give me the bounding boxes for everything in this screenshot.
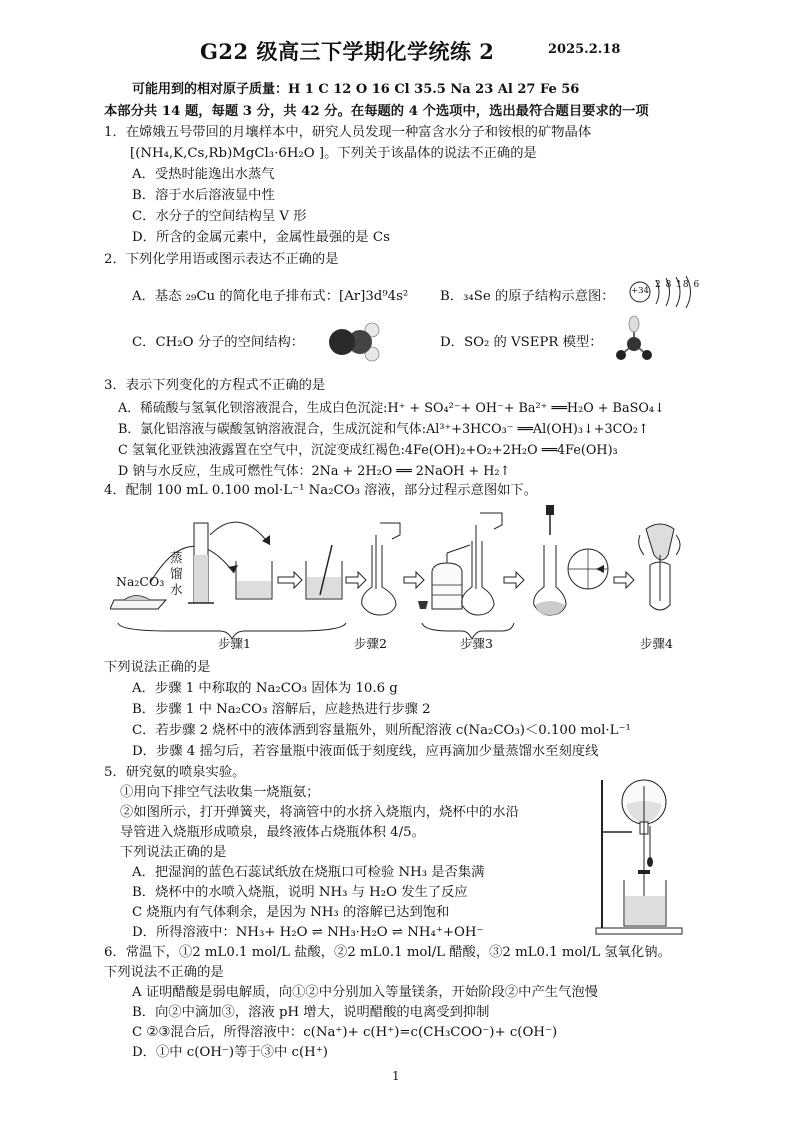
q4-option-b: B．步骤 1 中 Na₂CO₃ 溶解后，应趁热进行步骤 2 (132, 702, 431, 717)
q6-option-a: A 证明醋酸是弱电解质，向①②中分别加入等量镁条，开始阶段②中产生气泡慢 (132, 985, 598, 1000)
q4-option-c: C．若步骤 2 烧杯中的液体洒到容量瓶外，则所配溶液 c(Na₂CO₃)＜0.100 mol·L⁻¹ (132, 723, 631, 738)
q5-step-1: ①用向下排空气法收集一烧瓶氨； (120, 785, 320, 800)
q6-option-b: B．向②中滴加③，溶液 pH 增大，说明醋酸的电离受到抑制 (132, 1005, 490, 1020)
q5-option-c: C 烧瓶内有气体剩余，是因为 NH₃ 的溶解已达到饱和 (132, 905, 450, 920)
q5-stem: 5．研究氨的喷泉实验。 (104, 765, 246, 780)
q1-option-a: A．受热时能逸出水蒸气 (132, 167, 275, 182)
q3-option-a: A．稀硫酸与氢氧化钡溶液混合，生成白色沉淀:H⁺ + SO₄²⁻+ OH⁻+ Ba²⁺ ══H₂O + BaSO₄↓ (118, 401, 665, 416)
relative-atomic-masses: 可能用到的相对原子质量：H 1 C 12 O 16 Cl 35.5 Na 23 Al 27 Fe 56 (132, 82, 580, 97)
q1-stem-line2: [(NH₄,K,Cs,Rb)MgCl₃·6H₂O ]。下列关于该晶体的说法不正确的是 (130, 146, 537, 161)
q2-option-d: D．SO₂ 的 VSEPR 模型： (440, 335, 603, 350)
step2-label: 步骤2 (354, 636, 387, 651)
q4-stem: 4．配制 100 mL 0.100 mol·L⁻¹ Na₂CO₃ 溶液，部分过程示意图如下。 (104, 483, 538, 498)
q5-option-b: B．烧杯中的水喷入烧瓶，说明 NH₃ 与 H₂O 发生了反应 (132, 885, 468, 900)
q6-option-c: C ②③混合后，所得溶液中：c(Na⁺)+ c(H⁺)=c(CH₃COO⁻)+ c(OH⁻) (132, 1025, 558, 1040)
step3-label: 步骤3 (460, 636, 493, 651)
q5-step-2: ②如图所示，打开弹簧夹，将滴管中的水挤入烧瓶内，烧杯中的水沿 (120, 805, 519, 820)
na2co3-label: Na₂CO₃ (116, 574, 165, 589)
q2-option-c: C．CH₂O 分子的空间结构： (132, 335, 305, 350)
solution-preparation-diagram (110, 505, 700, 645)
q3-stem: 3．表示下列变化的方程式不正确的是 (104, 378, 326, 393)
water-label-1: 蒸 (170, 550, 183, 565)
q6-stem: 6．常温下，①2 mL0.1 mol/L 盐酸，②2 mL0.1 mol/L 醋酸，③2 mL0.1 mol/L 氢氧化钠。 (104, 945, 671, 960)
ch2o-space-filling-model (326, 320, 384, 364)
fountain-experiment-apparatus (588, 770, 688, 936)
section-instructions: 本部分共 14 题，每题 3 分，共 42 分。在每题的 4 个选项中，选出最符合题目要求的一项 (104, 104, 649, 119)
se-shell-electrons: 2 8 18 6 (655, 280, 701, 290)
q3-option-b: B．氯化铝溶液与碳酸氢钠溶液混合，生成沉淀和气体:Al³⁺+3HCO₃⁻ ══Al(OH)₃↓+3CO₂↑ (118, 422, 649, 437)
exam-title: G22 级高三下学期化学统练 2 (200, 39, 495, 64)
water-label-3: 水 (170, 582, 183, 597)
q3-option-c: C 氢氧化亚铁浊液露置在空气中，沉淀变成红褐色:4Fe(OH)₂+O₂+2H₂O ══4Fe(OH)₃ (118, 443, 618, 458)
q6-option-d: D．①中 c(OH⁻)等于③中 c(H⁺) (132, 1045, 328, 1060)
q5-step-2-cont: 导管进入烧瓶形成喷泉，最终液体占烧瓶体积 4/5。 (120, 825, 425, 840)
q4-lead: 下列说法正确的是 (104, 660, 211, 675)
q1-option-c: C．水分子的空间结构呈 V 形 (132, 209, 307, 224)
q6-lead: 下列说法不正确的是 (104, 965, 224, 980)
q5-lead: 下列说法正确的是 (120, 845, 227, 860)
q1-stem-line1: 1．在嫦娥五号带回的月壤样本中，研究人员发现一种富含水分子和铵根的矿物晶体 (104, 125, 592, 140)
water-label-2: 馏 (170, 566, 183, 581)
step4-label: 步骤4 (640, 636, 673, 651)
page-number: 1 (392, 1069, 400, 1083)
q4-option-d: D．步骤 4 摇匀后，若容量瓶中液面低于刻度线，应再滴加少量蒸馏水至刻度线 (132, 744, 599, 759)
exam-date: 2025.2.18 (548, 42, 621, 57)
step1-label: 步骤1 (218, 636, 251, 651)
q1-option-b: B．溶于水后溶液显中性 (132, 188, 275, 203)
q1-option-d: D．所含的金属元素中，金属性最强的是 Cs (132, 230, 390, 245)
q3-option-d: D 钠与水反应，生成可燃性气体：2Na + 2H₂O ══ 2NaOH + H₂↑ (118, 464, 511, 479)
q4-option-a: A．步骤 1 中称取的 Na₂CO₃ 固体为 10.6 g (132, 681, 398, 696)
se-nucleus-charge: +34 (631, 286, 649, 296)
q2-option-b: B．₃₄Se 的原子结构示意图： (440, 289, 615, 304)
q2-stem: 2．下列化学用语或图示表达不正确的是 (104, 252, 339, 267)
q5-option-a: A．把湿润的蓝色石蕊试纸放在烧瓶口可检验 NH₃ 是否集满 (132, 865, 485, 880)
so2-vsepr-model (614, 314, 654, 364)
q5-option-d: D．所得溶液中：NH₃+ H₂O ⇌ NH₃·H₂O ⇌ NH₄⁺+OH⁻ (132, 925, 484, 940)
q2-option-a: A．基态 ₂₉Cu 的简化电子排布式：[Ar]3d⁹4s² (132, 289, 409, 304)
